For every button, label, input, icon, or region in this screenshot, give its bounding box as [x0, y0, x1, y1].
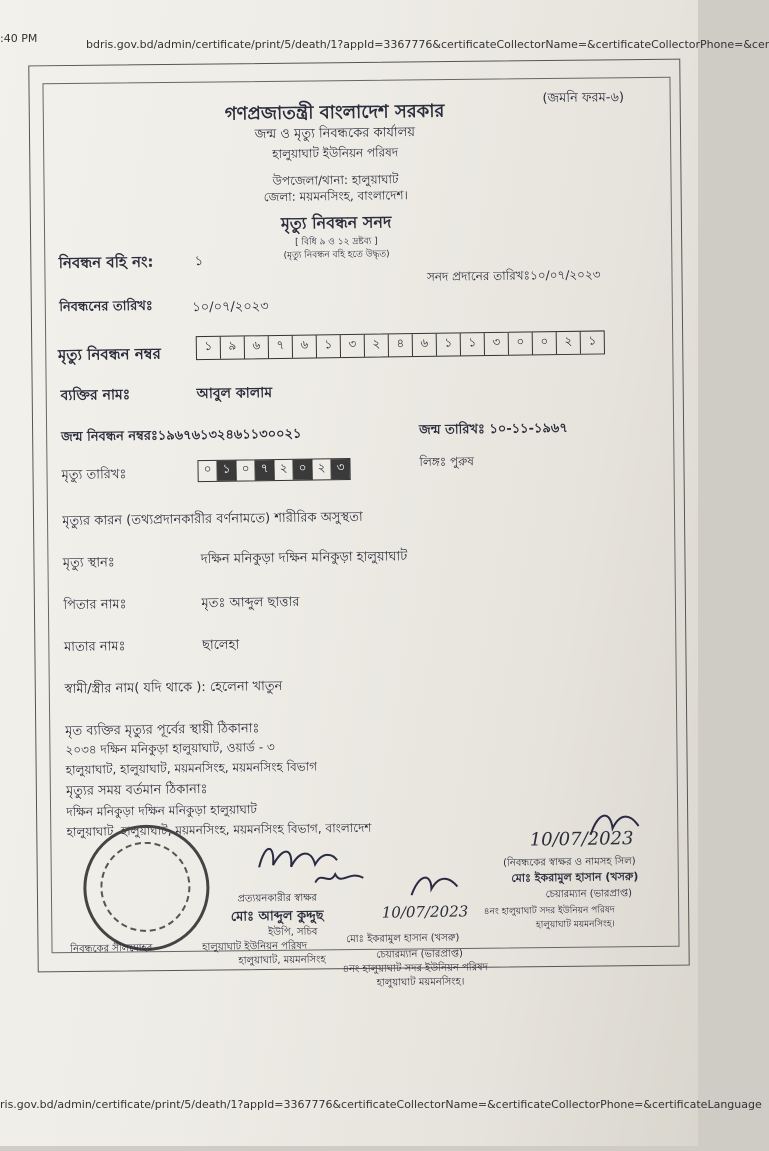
name-value: আবুল কালাম — [196, 385, 273, 403]
death-reg-label: মৃত্যু নিবন্ধন নম্বর — [57, 344, 161, 365]
curr-address-label: মৃত্যুর সময় বর্তমান ঠিকানাঃ — [65, 782, 208, 799]
stamp2-name: মোঃ ইকরামুল হাসান (খসরু) — [346, 932, 460, 946]
father-label: পিতার নামঃ — [63, 597, 127, 614]
certificate-title: মৃত্যু নিবন্ধন সনদ — [280, 212, 392, 233]
death-place-value: দক্ষিন মনিকুড়া দক্ষিন মনিকুড়া হালুয়াঘাট — [200, 549, 408, 568]
handwritten-date-middle: 10/07/2023 — [381, 902, 469, 922]
digit-box: ১ — [461, 333, 485, 355]
death-cause: মৃত্যুর কারন (তথ্যপ্রদানকারীর বর্ণনামতে) শারীরিক অসুস্থতা — [62, 509, 363, 530]
stamp2-union: ৪নং হালুয়াঘাট সদর ইউনিয়ন পরিষদ — [342, 962, 488, 976]
book-no-value: ১ — [194, 254, 204, 270]
date-digit-box: ০ — [198, 461, 217, 481]
digit-box: ০ — [533, 332, 557, 354]
death-date-label: মৃত্যু তারিখঃ — [61, 467, 127, 484]
date-digit-box: ১ — [217, 461, 236, 481]
curr-address-line2: হালুয়াঘাট, হালুয়াঘাট, ময়মনসিংহ, ময়মনসিংহ বিভাগ, বাংলাদেশ — [66, 820, 372, 839]
verifier-title: প্রত্যয়নকারীর স্বাক্ষর — [237, 892, 317, 905]
name-label: ব্যক্তির নামঃ — [60, 387, 131, 405]
registrar-seal-label: নিবন্ধকের সীলমোহর — [70, 942, 153, 955]
book-no-label: নিবন্ধন বহি নং: — [58, 252, 154, 273]
death-place-label: মৃত্যু স্থানঃ — [62, 555, 115, 572]
gender: লিঙ্গঃ পুরুষ — [419, 454, 475, 470]
digit-box: ৩ — [341, 335, 365, 357]
date-digit-box: ০ — [293, 460, 312, 480]
office-name: জন্ম ও মৃত্যু নিবন্ধকের কার্যালয় — [254, 125, 416, 143]
digit-box: ১ — [317, 335, 341, 357]
stamp2-role: চেয়ারম্যান (ভারপ্রাপ্ত) — [376, 948, 463, 961]
upazila: উপজেলা/থানা: হালুয়াঘাট — [272, 172, 399, 189]
curr-address-line1: দক্ষিন মনিকুড়া দক্ষিন মনিকুড়া হালুয়াঘাট — [66, 802, 258, 819]
digit-box: ৬ — [413, 334, 437, 356]
digit-box: ১ — [437, 333, 461, 355]
father-value: মৃতঃ আব্দুল ছাত্তার — [201, 594, 300, 612]
rule-reference: [ বিধি ৯ ও ১২ দ্রষ্টব্য ] — [295, 236, 378, 248]
registrar-place: হালুয়াঘাট ময়মনসিংহ। — [535, 919, 615, 931]
print-url-bottom: ris.gov.bd/admin/certificate/print/5/death/1?appId=3367776&certificateCollectorName=&certificateCollectorPhone=&certificateLanguage — [0, 1098, 762, 1111]
handwritten-date: 10/07/2023 — [529, 828, 634, 851]
union-name: হালুয়াঘাট ইউনিয়ন পরিষদ — [272, 145, 399, 162]
registrar-union: ৪নং হালুয়াঘাট সদর ইউনিয়ন পরিষদ — [483, 905, 615, 918]
verifier-initials — [311, 866, 369, 891]
digit-box: ২ — [365, 334, 389, 356]
date-digit-box: ৩ — [331, 459, 349, 479]
digit-box: ৭ — [269, 336, 293, 358]
digit-box: ১ — [588, 333, 597, 348]
death-reg-number-boxes — [196, 330, 605, 360]
perm-address-line2: হালুয়াঘাট, হালুয়াঘাট, ময়মনসিংহ, ময়মনসিংহ বিভাগ — [65, 759, 318, 777]
registrar-name: মোঃ ইকরামুল হাসান (খসরু) — [511, 870, 639, 885]
birth-reg-number: জন্ম নিবন্ধন নম্বরঃ১৯৬৭৬১৩২৪৬১১৩০০২১ — [60, 426, 302, 446]
digit-box: ৪ — [389, 334, 413, 356]
verifier-name: মোঃ আব্দুল কুদ্দুছ — [230, 908, 324, 925]
source-note: (মৃত্যু নিবন্ধন বহি হতে উদ্ধৃত) — [283, 249, 390, 261]
reg-date-label: নিবন্ধনের তারিখঃ — [59, 298, 153, 316]
registrar-signature-middle — [405, 868, 465, 903]
digit-box: ৩ — [485, 333, 509, 355]
digit-box: ৯ — [221, 336, 245, 358]
district: জেলা: ময়মনসিংহ, বাংলাদেশ। — [263, 188, 408, 205]
spouse-name: স্বামী/স্ত্রীর নাম( যদি থাকে ): হেলেনা খাতুন — [64, 678, 283, 698]
registrar-role: চেয়ারম্যান (ভারপ্রাপ্ত) — [545, 888, 633, 901]
digit-box: ৬ — [245, 336, 269, 358]
reg-date-value: ১০/০৭/২০২৩ — [192, 299, 269, 316]
verifier-role: ইউপি, সচিব — [267, 926, 318, 939]
date-digit-box: ২ — [312, 459, 331, 479]
death-date-boxes — [197, 458, 350, 482]
seal-place: হালুয়াঘাট, ময়মনসিংহ — [238, 954, 326, 967]
date-digit-box: ০ — [236, 460, 255, 480]
registrar-title: (নিবন্ধকের স্বাক্ষর ও নামসহ সিল) — [503, 856, 636, 869]
birth-date: জন্ম তারিখঃ ১০-১১-১৯৬৭ — [418, 420, 568, 439]
print-url-top: bdris.gov.bd/admin/certificate/print/5/death/1?appId=3367776&certificateCollectorName=&certificateCollectorPhone=&cer — [86, 38, 769, 51]
print-time: :40 PM — [0, 32, 38, 45]
digit-box: ৬ — [293, 335, 317, 357]
digit-box: ২ — [557, 332, 581, 354]
mother-value: ছালেহা — [201, 637, 240, 654]
perm-address-label: মৃত ব্যক্তির মৃত্যুর পূর্বের স্থায়ী ঠিকানাঃ — [65, 721, 260, 739]
form-number: (জমনি ফরম-৬) — [542, 90, 625, 107]
seal-union: হালুয়াঘাট ইউনিয়ন পরিষদ — [202, 940, 308, 954]
digit-box: ১ — [197, 337, 221, 359]
digit-box: ০ — [509, 332, 533, 354]
perm-address-line1: ২০৩৪ দক্ষিন মনিকুড়া হালুয়াঘাট, ওয়ার্ড - ৩ — [65, 740, 275, 757]
round-seal-stamp — [83, 824, 211, 952]
govt-title: গণপ্রজাতন্ত্রী বাংলাদেশ সরকার — [224, 100, 445, 125]
stamp2-place: হালুয়াঘাট ময়মনসিংহ। — [376, 976, 465, 989]
date-digit-box: ২ — [274, 460, 293, 480]
issue-date: সনদ প্রদানের তারিখঃ১০/০৭/২০২৩ — [426, 267, 601, 284]
mother-label: মাতার নামঃ — [63, 639, 126, 656]
date-digit-box: ৭ — [255, 460, 274, 480]
